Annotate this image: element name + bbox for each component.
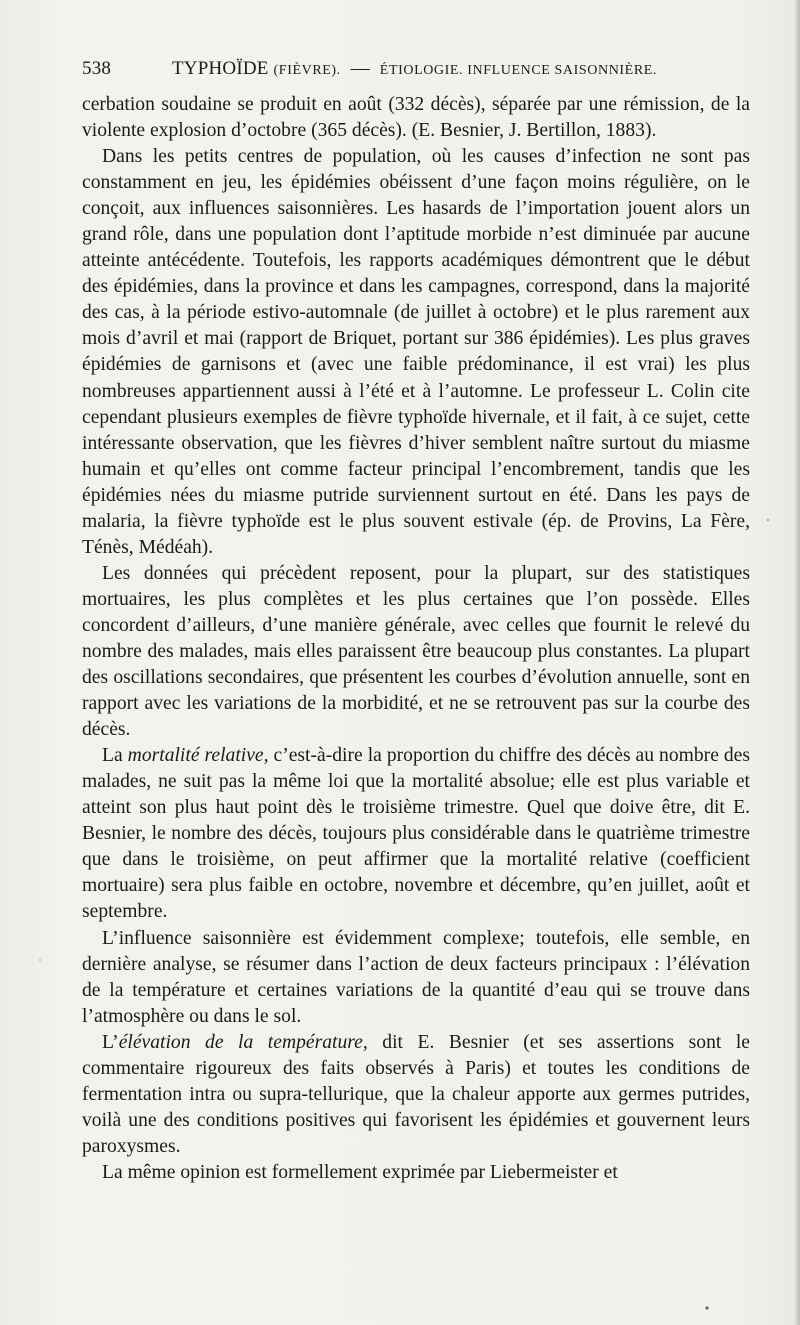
paragraph-text: La même opinion est formellement exprimée par Liebermeister et bbox=[102, 1161, 618, 1183]
paragraph-4 bbox=[82, 743, 750, 925]
body-text bbox=[82, 92, 750, 1186]
header-section: ÉTIOLOGIE. INFLUENCE SAISONNIÈRE. bbox=[379, 63, 658, 78]
page-edge-shadow bbox=[794, 0, 800, 1325]
paragraph-text: Les données qui précèdent reposent, pour la plupart, sur des statistiques mortuaires, les plus complètes et les plus certaines que l’on possède. Elles concordent d’ailleurs, d’une manière générale, avec celles que fournit le relevé du nombre des malades, mais elles paraissent être beaucoup plus constantes. La plupart des oscillations secondaires, que présentent les courbes d’évolution annuelle, sont en rapport avec les variations de la morbidité, et ne se retrouvent pas sur la courbe des décès. bbox=[82, 562, 750, 741]
page-number: 538 bbox=[82, 58, 112, 79]
header-dash: — bbox=[350, 58, 370, 79]
paragraph-6 bbox=[82, 1030, 750, 1160]
speck bbox=[767, 519, 769, 521]
paragraph-text: dit E. Besnier (et ses assertions sont le commentaire rigoureux des faits observés à Paris) et toutes les conditions de fermentation intra ou supra-tellurique, que la chaleur apporte aux germes putrides, voilà une des conditions positives qui favorisent les épidémies et gouvernent leurs paroxysmes. bbox=[82, 1031, 750, 1157]
paragraph-3 bbox=[82, 561, 750, 743]
paragraph-text: c’est-à-dire la proportion du chiffre des décès au nombre des malades, ne suit pas la même loi que la mortalité absolue; elle est plus variable et atteint son plus haut point dès le troisième trimestre. Quel que doive être, dit E. Besnier, le nombre des décès, toujours plus considérable dans le quatrième trimestre que dans le troisième, on peut affirmer que la mortalité relative (coefficient mortuaire) sera plus faible en octobre, novembre et décembre, qu’en juillet, août et septembre. bbox=[82, 745, 750, 923]
paragraph-5 bbox=[82, 926, 750, 1030]
italic-term-elevation-temperature: élévation de la température, bbox=[118, 1031, 368, 1053]
paragraph-7 bbox=[82, 1160, 750, 1186]
running-header bbox=[82, 58, 702, 88]
paragraph-2 bbox=[82, 144, 750, 561]
italic-term-mortalite-relative: mortalité relative, bbox=[127, 745, 269, 767]
header-title: TYPHOÏDE bbox=[172, 58, 269, 79]
speck bbox=[39, 959, 41, 961]
paragraph-text: Dans les petits centres de population, où les causes d’infection ne sont pas constamment en jeu, les épidémies obéissent d’une façon moins régulière, on le conçoit, aux influences saisonnières. Les hasards de l’importation jouent alors un grand rôle, dans une population dont l’aptitude morbide n’est diminuée par aucune atteinte antécédente. Toutefois, les rapports académiques démontrent que le début des épidémies, dans la province et dans les campagnes, correspond, dans la majorité des cas, à la période estivo-automnale (de juillet à octobre) et le plus rarement aux mois d’avril et mai (rapport de Briquet, portant sur 386 épidémies). Les plus graves épidémies de garnisons et (avec une faible prédominance, il est vrai) les plus nombreuses appartiennent aussi à l’été et à l’automne. Le professeur L. Colin cite cependant plusieurs exemples de fièvre typhoïde hivernale, et il fait, à ce sujet, cette intéressante observation, que les fièvres d’hiver semblent naître surtout du miasme humain et qu’elles ont comme facteur principal l’encombrement, tandis que les épidémies nées du miasme putride surviennent surtout en été. Dans les pays de malaria, la fièvre typhoïde est le plus souvent estivale (ép. de Provins, La Fère, Ténès, Médéah). bbox=[82, 146, 750, 558]
header-title-paren: (FIÈVRE). bbox=[273, 63, 341, 78]
paragraph-text: L’influence saisonnière est évidemment complexe; toutefois, elle semble, en dernière analyse, se résumer dans l’action de deux facteurs principaux : l’élévation de la température et certaines variations de la quantité d’eau qui se trouve dans l’atmosphère ou dans le sol. bbox=[82, 927, 750, 1027]
paragraph-text: cerbation soudaine se produit en août (332 décès), séparée par une rémission, de la violente explosion d’octobre (365 décès). (E. Besnier, J. Bertillon, 1883). bbox=[82, 94, 750, 142]
speck bbox=[705, 1306, 708, 1309]
paragraph-1 bbox=[82, 92, 750, 144]
paragraph-lead: L’ bbox=[102, 1031, 119, 1053]
header-title-run bbox=[172, 58, 657, 80]
paragraph-lead: La bbox=[102, 745, 123, 767]
